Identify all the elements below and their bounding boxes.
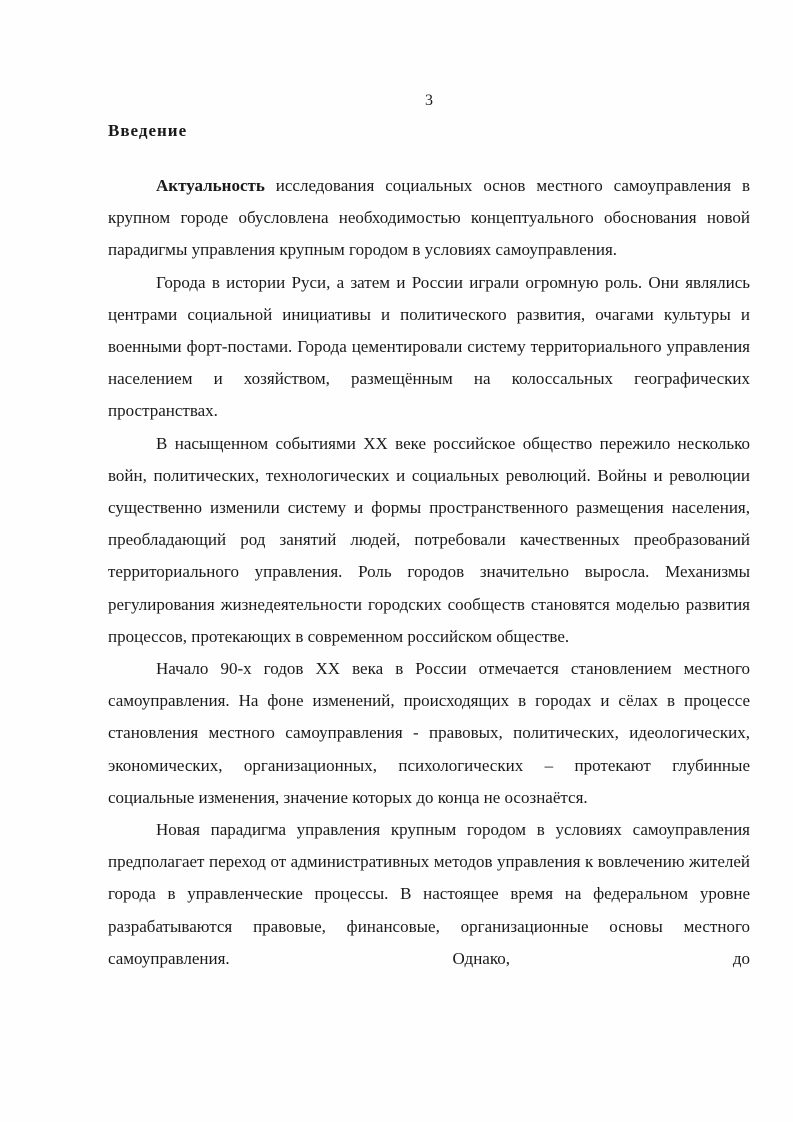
paragraph-cities-history bbox=[108, 267, 750, 428]
paragraph-relevance bbox=[108, 170, 750, 267]
body-text bbox=[108, 170, 750, 975]
paragraph-text: исследования социальных основ местного самоуправления в крупном городе обусловлена необходимостью концептуального обоснования новой парадигмы управления крупным городом в условиях самоуправления. bbox=[108, 176, 750, 260]
page-number: 3 bbox=[425, 92, 433, 109]
paragraph-text: Новая парадигма управления крупным городом в условиях самоуправления предполагает переход от административных методов управления к вовлечению жителей города в управленческие процессы. В настоящее время на федеральном уровне разрабатываются правовые, финансовые, организационные основы местного самоуправления. Однако, до bbox=[108, 820, 750, 968]
paragraph-new-paradigm bbox=[108, 814, 750, 975]
paragraph-text: В насыщенном событиями XX веке российское общество пережило несколько войн, политических, технологических и социальных революций. Войны и революции существенно изменили систему и формы пространственного размещения населения, преобладающий род занятий людей, потребовали качественных преобразований территориального управления. Роль городов значительно выросла. Механизмы регулирования жизнедеятельности городских сообществ становятся моделью развития процессов, протекающих в современном российском обществе. bbox=[108, 433, 750, 646]
paragraph-twentieth-century bbox=[108, 428, 750, 653]
paragraph-nineties bbox=[108, 653, 750, 814]
paragraph-text: Начало 90-х годов XX века в России отмечается становлением местного самоуправления. На фоне изменений, происходящих в городах и сёлах в процессе становления местного самоуправления - правовых, политических, идеологических, экономических, организационных, психологических – протекают глубинные социальные изменения, значение которых до конца не осознаётся. bbox=[108, 659, 750, 807]
section-heading: Введение bbox=[108, 121, 188, 140]
paragraph-lead-term: Актуальность bbox=[156, 176, 265, 195]
paragraph-text: Города в истории Руси, а затем и России играли огромную роль. Они являлись центрами социальной инициативы и политического развития, очагами культуры и военными форт-постами. Города цементировали систему территориального управления населением и хозяйством, размещённым на колоссальных географических пространствах. bbox=[108, 272, 750, 421]
